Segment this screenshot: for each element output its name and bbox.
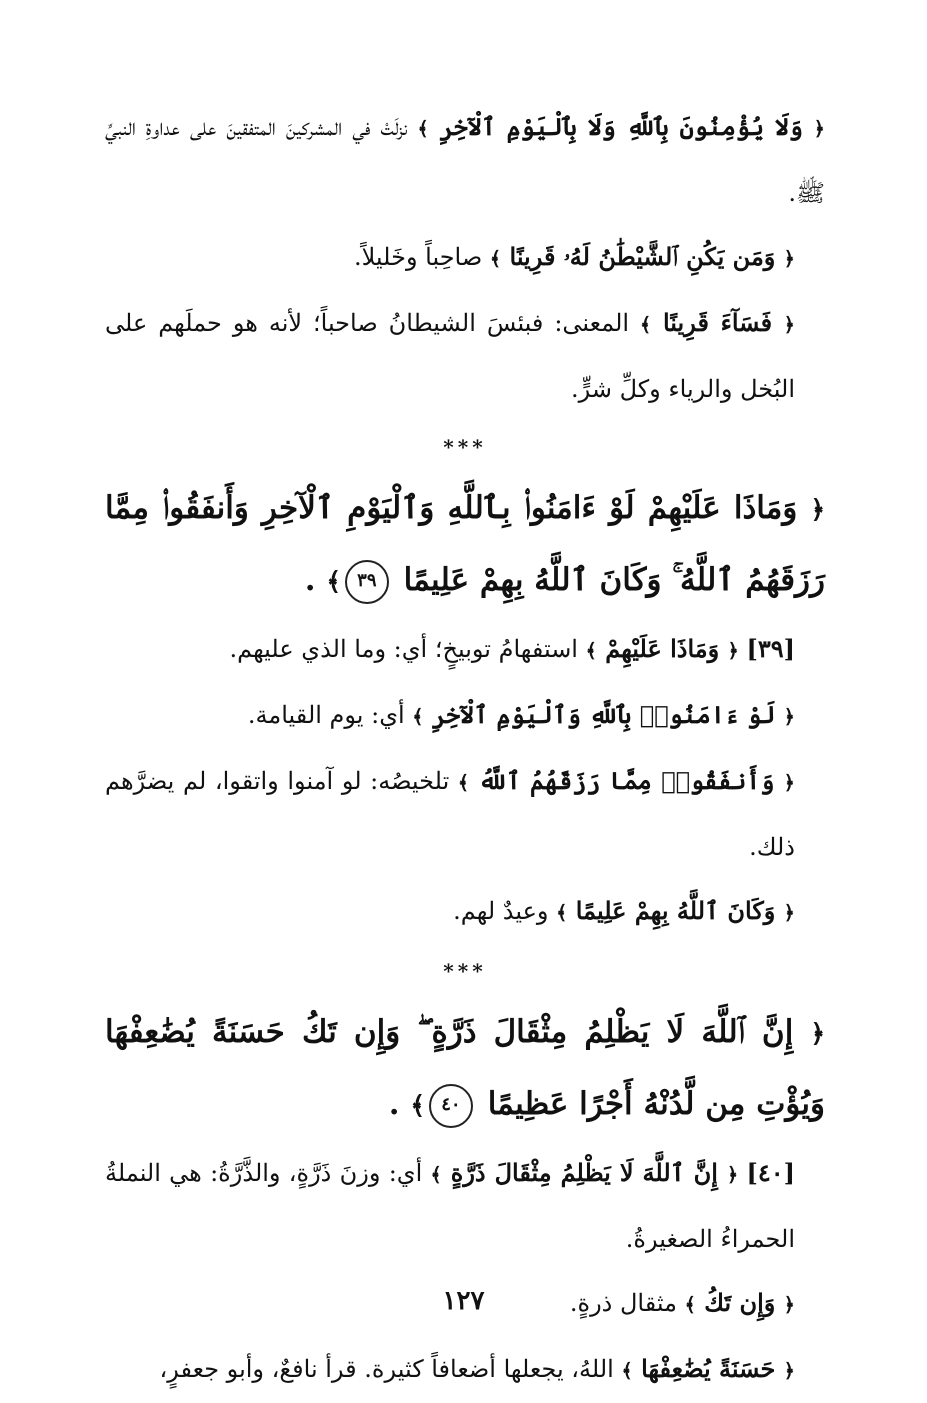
ornate-bracket-open: ﴿ (727, 639, 739, 662)
commentary-text: وعيدٌ لهم. (453, 897, 549, 925)
ornate-bracket-open: ﴿ (810, 1019, 825, 1048)
ornate-bracket-close: ﴾ (489, 247, 502, 270)
commentary-text: مثقال ذرةٍ. (569, 1289, 677, 1317)
ayah-number-marker: ٣٩ (345, 560, 389, 604)
verse-text: إِنَّ ٱللَّهَ لَا يَظْلِمُ مِثْقَالَ ذَرَّةٍ ۖ وَإِن تَكُ حَسَنَةً يُضَٰعِفْهَا وَيُؤْتِ مِن لَّدُنْهُ أَجْرًا عَظِيمًا (105, 1014, 825, 1122)
ornate-bracket-open: ﴿ (813, 117, 826, 140)
commentary-paragraph (105, 749, 825, 879)
page-number: ١٢٧ (442, 1286, 485, 1316)
commentary-text: نزلَتْ في المشركينَ المتفقينَ على عداوةِ النبيِّ ﷺ. (105, 113, 825, 207)
commentary-paragraph (105, 617, 825, 683)
quran-quote: ﴿ لَوْ ءَامَنُوا۟ بِٱللَّهِ وَٱلْيَوْمِ ٱلْآخِرِ ﴾ (412, 700, 795, 729)
ornate-bracket-close: ﴾ (410, 1091, 425, 1120)
ornate-bracket-open: ﴿ (783, 313, 795, 336)
verse-40: ﴿ إِنَّ ٱللَّهَ لَا يَظْلِمُ مِثْقَالَ ذَرَّةٍ ۖ وَإِن تَكُ حَسَنَةً يُضَٰعِفْهَا وَيُؤْتِ مِن لَّدُنْهُ أَجْرًا عَظِيمًا ٤٠﴾ . (105, 997, 825, 1141)
ornate-bracket-open: ﴿ (783, 771, 795, 794)
quran-quote: ﴿ وَلَا يُؤْمِنُونَ بِٱللَّهِ وَلَا بِٱلْيَوْمِ ٱلْآخِرِ ﴾ (417, 112, 826, 141)
ornate-bracket-open: ﴿ (783, 901, 795, 924)
ornate-bracket-close: ﴾ (640, 313, 652, 336)
commentary-text: أي: يوم القيامة. (247, 701, 405, 729)
ornate-bracket-close: ﴾ (326, 567, 341, 596)
quran-quote: ﴿ فَسَآءَ قَرِينًا ﴾ (640, 308, 795, 337)
ornate-bracket-close: ﴾ (457, 771, 470, 794)
section-separator: *** (443, 435, 487, 459)
ornate-bracket-close: ﴾ (684, 1293, 696, 1316)
commentary-paragraph (105, 683, 825, 749)
commentary-paragraph (105, 1141, 825, 1271)
ornate-bracket-close: ﴾ (430, 1163, 442, 1186)
ornate-bracket-close: ﴾ (585, 639, 597, 662)
commentary-text: استفهامُ توبيخٍ؛ أي: وما الذي عليهم. (229, 635, 578, 663)
quran-quote: ﴿ حَسَنَةً يُضَٰعِفْهَا ﴾ (621, 1354, 795, 1383)
commentary-paragraph (105, 1337, 825, 1403)
ornate-bracket-close: ﴾ (412, 705, 424, 728)
commentary-text: أي: وزنَ ذَرَّةٍ، والذَّرَّةُ: هي النملةُ الحمراءُ الصغيرةُ. (105, 1159, 795, 1253)
ornate-bracket-close: ﴾ (621, 1359, 633, 1382)
commentary-paragraph (105, 95, 825, 225)
commentary-paragraph (105, 879, 825, 945)
ornate-bracket-open: ﴿ (726, 1163, 739, 1186)
ornate-bracket-close: ﴾ (556, 901, 568, 924)
verse-text: وَمَاذَا عَلَيْهِمْ لَوْ ءَامَنُوا۟ بِٱللَّهِ وَٱلْيَوْمِ ٱلْآخِرِ وَأَنفَقُوا۟ مِمَّا رَزَقَهُمُ ٱللَّهُ ۚ وَكَانَ ٱللَّهُ بِهِمْ عَلِيمًا (105, 490, 825, 598)
verse-39: ﴿ وَمَاذَا عَلَيْهِمْ لَوْ ءَامَنُوا۟ بِٱللَّهِ وَٱلْيَوْمِ ٱلْآخِرِ وَأَنفَقُوا۟ مِمَّا رَزَقَهُمُ ٱللَّهُ ۚ وَكَانَ ٱللَّهُ بِهِمْ عَلِيمًا ٣٩﴾ . (105, 473, 825, 617)
verse-number-label: [٣٩] (746, 634, 795, 663)
commentary-text: اللهُ، يجعلها أضعافاً كثيرة. قرأ نافعٌ، وأبو جعفرٍ، (159, 1355, 614, 1383)
quran-quote: ﴿ وَإِن تَكُ ﴾ (684, 1288, 795, 1317)
commentary-text: تلخيصُه: لو آمنوا واتقوا، لم يضرَّهم ذلك. (105, 767, 795, 861)
ornate-bracket-open: ﴿ (810, 495, 825, 524)
commentary-paragraph (105, 225, 825, 291)
ornate-bracket-open: ﴿ (783, 1359, 795, 1382)
ornate-bracket-open: ﴿ (783, 247, 795, 270)
ornate-bracket-close: ﴾ (417, 117, 429, 140)
ornate-bracket-open: ﴿ (783, 705, 795, 728)
verse-number-label: [٤٠] (746, 1158, 795, 1187)
page-body (105, 95, 825, 1403)
ornate-bracket-open: ﴿ (783, 1293, 795, 1316)
quran-quote: ﴿ وَمَن يَكُنِ ٱلشَّيْطَٰنُ لَهُۥ قَرِينًا ﴾ (489, 242, 795, 271)
quran-quote: ﴿ وَمَاذَا عَلَيْهِمْ ﴾ (585, 634, 739, 663)
commentary-text: صاحِباً وخَليلاً. (353, 243, 483, 271)
ayah-number-marker: ٤٠ (429, 1084, 473, 1128)
commentary-text: المعنى: فبئسَ الشيطانُ صاحباً؛ لأنه هو حملَهم على البُخل والرياء وكلِّ شرٍّ. (105, 309, 795, 403)
quran-quote: ﴿ إِنَّ ٱللَّهَ لَا يَظْلِمُ مِثْقَالَ ذَرَّةٍ ﴾ (430, 1158, 739, 1187)
quran-quote: ﴿ وَكَانَ ٱللَّهُ بِهِمْ عَلِيمًا ﴾ (556, 896, 795, 925)
commentary-paragraph (105, 291, 825, 421)
section-separator: *** (443, 959, 487, 983)
quran-quote: ﴿ وَأَنفَقُوا۟ مِمَّا رَزَقَهُمُ ٱللَّهُ ﴾ (457, 766, 795, 795)
